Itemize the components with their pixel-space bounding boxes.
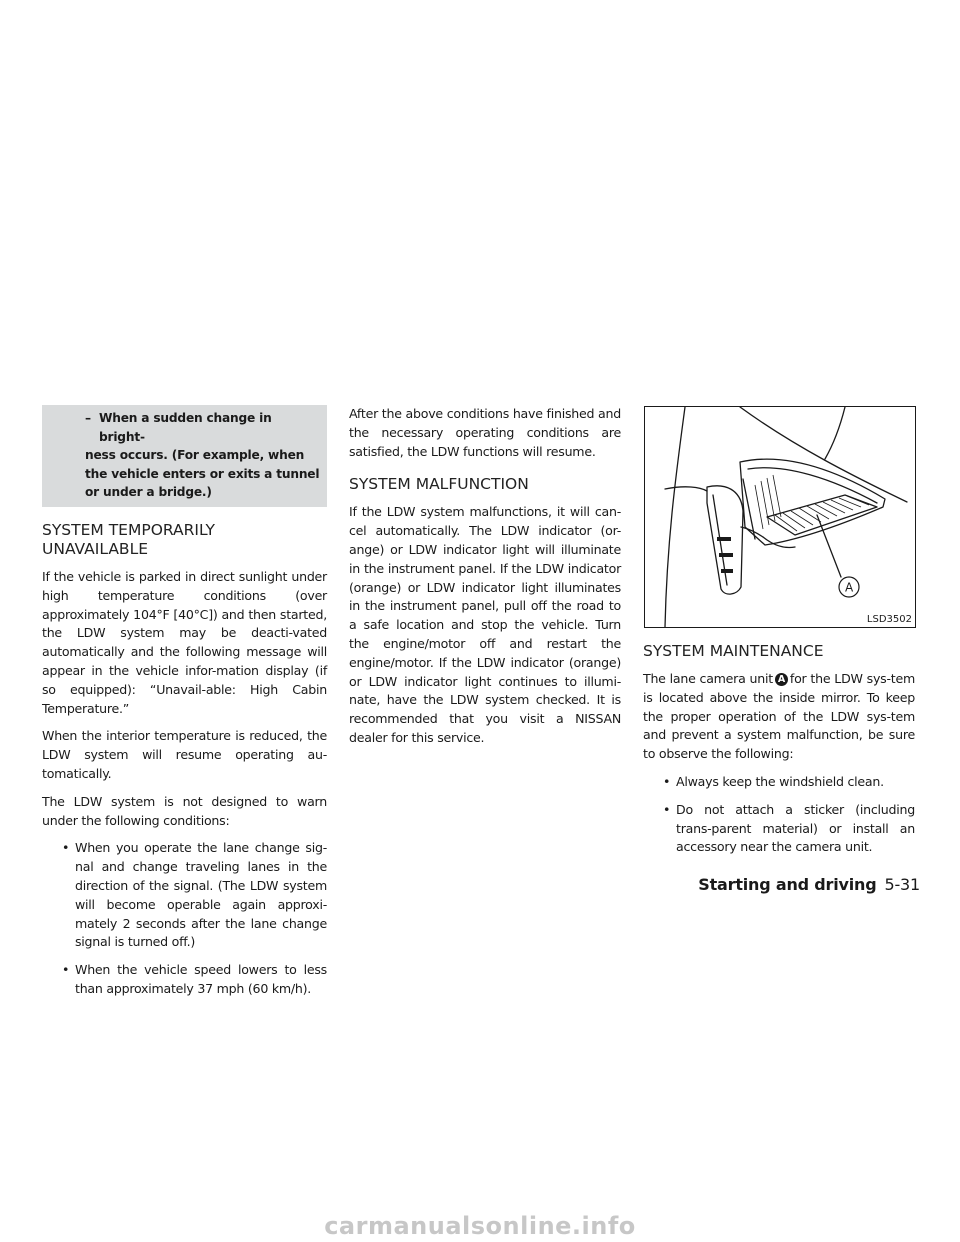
note-text: When a sudden change in bright- xyxy=(99,411,272,444)
column-middle xyxy=(349,405,621,757)
list-item-text: When the vehicle speed lowers to less than approximately 37 mph (60 km/h). xyxy=(75,962,327,996)
heading-system-maintenance: SYSTEM MAINTENANCE xyxy=(643,642,824,660)
paragraph-text: The lane camera unit xyxy=(643,671,773,686)
paragraph-functions-resume: After the above conditions have finished and the necessary operating conditions are satisfied, the LDW functions will resume. xyxy=(349,406,621,459)
bullet-list-maintenance xyxy=(643,773,915,857)
paragraph-text: for the LDW sys-tem is located above the inside mirror. To keep the proper operation of the LDW sys-tem and prevent a system malfunction, be sure to observe the following: xyxy=(643,671,915,762)
list-item xyxy=(42,839,327,952)
note-line: ness occurs. (For example, when xyxy=(85,448,305,463)
section-title: Starting and driving xyxy=(698,875,877,894)
mirror-texture xyxy=(717,537,733,573)
bullet-icon: • xyxy=(663,773,671,789)
note-line: the vehicle enters or exits a tunnel xyxy=(85,466,320,481)
callout-letter: A xyxy=(845,580,853,595)
paragraph-not-designed: The LDW system is not designed to warn under the following conditions: xyxy=(42,793,327,828)
bullet-list-conditions xyxy=(42,839,327,998)
list-item xyxy=(643,801,915,857)
paragraph-high-temperature: If the vehicle is parked in direct sunlight under high temperature conditions (over approximately 104°F [40°C]) and then started, the LDW system may be deacti-vated automatically and the following message will appear in the vehicle infor-mation display (if so equipped): “Unavail-able: High Cabin Temperature.” xyxy=(42,568,327,716)
camera-unit-illustration xyxy=(645,407,915,627)
bullet-icon: • xyxy=(663,801,671,817)
page-number: 5-31 xyxy=(884,875,920,894)
heading-line: SYSTEM TEMPORARILY xyxy=(42,520,216,539)
grille-hatching xyxy=(755,475,869,531)
note-line: or under a bridge.) xyxy=(85,485,212,500)
paragraph-malfunction: If the LDW system malfunctions, it will can-cel automatically. The LDW indicator (or-ange) or LDW indicator light will illuminate in the instrument panel. If the LDW indicator (orange) or LDW indicator light illuminates in the instrument panel, pull off the road to a safe location and stop the vehicle. Turn the engine/motor off and restart the engine/motor. If the LDW indicator (orange) or LDW indicator light continues to illumi-nate, have the LDW system checked. It is recommended that you visit a NISSAN dealer for this service. xyxy=(349,504,621,745)
heading-system-temporarily-unavailable xyxy=(42,521,327,559)
figure-code: LSD3502 xyxy=(866,614,912,625)
note-dash: – xyxy=(85,411,91,425)
note-line xyxy=(85,409,321,446)
paragraph-camera-location xyxy=(643,670,915,764)
callout-leader xyxy=(817,515,841,577)
heading-line: UNAVAILABLE xyxy=(42,539,148,558)
list-item xyxy=(643,773,915,792)
camera-unit-figure xyxy=(644,406,916,628)
heading-system-malfunction: SYSTEM MALFUNCTION xyxy=(349,475,529,494)
pillar-line xyxy=(665,407,685,627)
watermark: carmanualsonline.info xyxy=(324,1212,636,1240)
list-item xyxy=(42,961,327,999)
column-left xyxy=(42,405,327,1008)
bullet-icon: • xyxy=(62,840,70,856)
list-item-text: Always keep the windshield clean. xyxy=(676,773,884,789)
page-footer xyxy=(680,875,920,895)
roof-line xyxy=(825,407,845,459)
column-right xyxy=(643,405,915,866)
bullet-icon: • xyxy=(62,962,70,978)
note-box xyxy=(42,405,327,507)
headliner-line xyxy=(740,407,907,502)
list-item-text: Do not attach a sticker (including trans-parent material) or install an accessory near the camera unit. xyxy=(676,801,915,855)
list-item-text: When you operate the lane change sig-nal and change traveling lanes in the direction of the signal. (The LDW system will become operable again approxi-mately 2 seconds after the lane change signal is turned off.) xyxy=(75,840,327,950)
callout-a-icon: A xyxy=(775,673,788,686)
paragraph-resume-operating: When the interior temperature is reduced, the LDW system will resume operating au-tomatically. xyxy=(42,728,327,781)
